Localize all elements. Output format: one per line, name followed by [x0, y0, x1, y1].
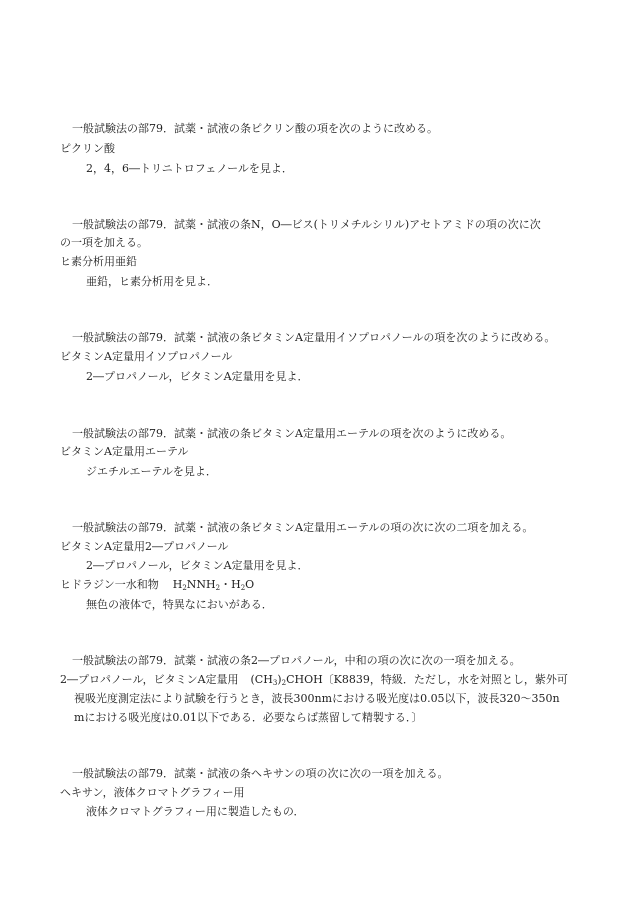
entry-description: 2―プロパノール，ビタミンA定量用を見よ．: [86, 559, 309, 572]
entry-description-continued: 視吸光度測定法により試験を行うとき，波長300nmにおける吸光度は0.05以下，波長320～350n: [74, 692, 560, 705]
entry-description: 亜鉛，ヒ素分析用を見よ．: [86, 275, 218, 288]
section-intro: 一般試験法の部79．試薬・試液の条2―プロパノール，中和の項の次に次の一項を加える。: [72, 654, 521, 667]
entry-description-continued: mにおける吸光度は0.01以下である．必要ならば蒸留して精製する．〕: [74, 711, 423, 724]
chemical-formula: $(CH_3)_2CHOH$: [250, 673, 323, 687]
entry-heading-hydrazine: [60, 577, 254, 596]
entry-description: 2―プロパノール，ビタミンA定量用を見よ．: [86, 370, 309, 383]
entry-heading: ヒ素分析用亜鉛: [60, 255, 137, 268]
entry-heading: ビタミンA定量用イソプロパノール: [60, 350, 233, 363]
section-intro: 一般試験法の部79．試薬・試液の条ピクリン酸の項を次のように改める。: [72, 122, 438, 135]
entry-description: 〔K8839，特級．ただし，水を対照とし，紫外可: [322, 673, 568, 686]
entry-description: 無色の液体で，特異なにおいがある．: [86, 598, 273, 611]
entry-description: 2，4，6―トリニトロフェノールを見よ．: [86, 162, 293, 175]
chemical-formula: $H_2NNH_2$・$H_2O$: [172, 578, 255, 592]
entry-heading: ピクリン酸: [60, 142, 115, 155]
entry-heading: ビタミンA定量用2―プロパノール: [60, 540, 229, 553]
entry-description: 液体クロマトグラフィー用に製造したもの．: [86, 805, 305, 818]
entry-heading: ビタミンA定量用エーテル: [60, 445, 189, 458]
section-intro: 一般試験法の部79．試薬・試液の条N，O―ビス(トリメチルシリル)アセトアミドの項の次に次: [72, 218, 541, 231]
section-intro: 一般試験法の部79．試薬・試液の条ビタミンA定量用エーテルの項の次に次の二項を加える。: [72, 521, 534, 534]
section-intro: 一般試験法の部79．試薬・試液の条ヘキサンの項の次に次の一項を加える。: [72, 767, 449, 780]
entry-heading-2-propanol: [60, 672, 568, 691]
section-intro: 一般試験法の部79．試薬・試液の条ビタミンA定量用イソプロパノールの項を次のように改める。: [72, 331, 556, 344]
entry-heading: ヒドラジン一水和物: [60, 578, 159, 591]
entry-description: ジエチルエーテルを見よ．: [86, 465, 217, 478]
section-intro-continued: の一項を加える。: [60, 236, 148, 249]
entry-heading: 2―プロパノール，ビタミンA定量用: [60, 673, 239, 686]
section-intro: 一般試験法の部79．試薬・試液の条ビタミンA定量用エーテルの項を次のように改める。: [72, 427, 512, 440]
entry-heading: ヘキサン，液体クロマトグラフィー用: [60, 786, 245, 799]
